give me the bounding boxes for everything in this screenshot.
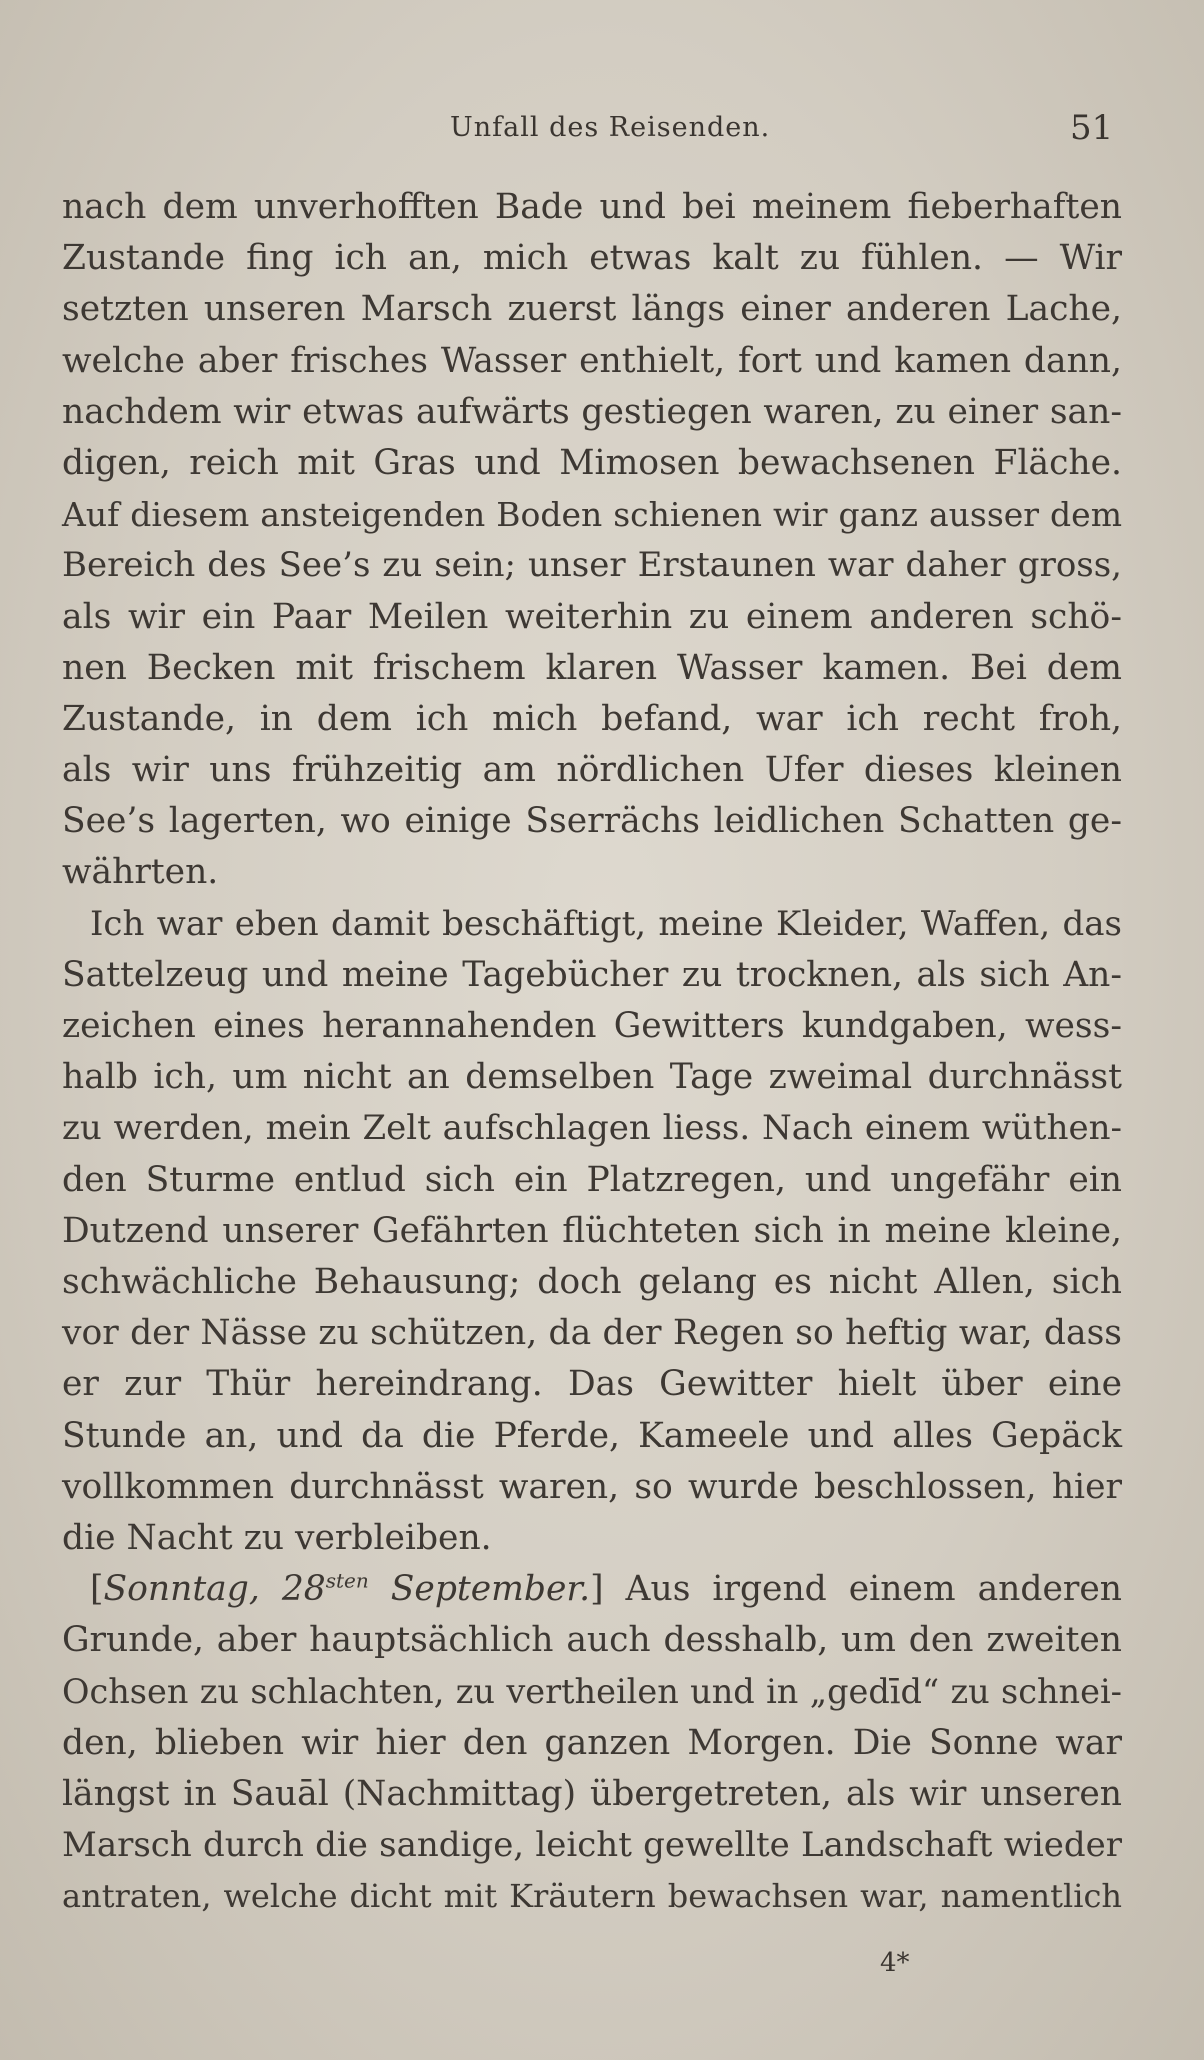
text-line: halb ich, um nicht an demselben Tage zweimal durchnässt	[62, 1057, 1122, 1098]
text-line: Bereich des See’s zu sein; unser Erstaunen war daher gross,	[62, 545, 1122, 586]
running-head	[0, 108, 1204, 152]
text-line: Auf diesem ansteigenden Boden schienen wir ganz ausser dem	[62, 495, 1122, 535]
text-line: Stunde an, und da die Pferde, Kameele und alles Gepäck	[62, 1415, 1122, 1456]
text-line: welche aber frisches Wasser enthielt, fort und kamen dann,	[62, 340, 1122, 381]
text-line: schwächliche Behausung; doch gelang es nicht Allen, sich	[62, 1261, 1122, 1302]
text-line: Ochsen zu schlachten, zu vertheilen und in „gedīd“ zu schnei-	[62, 1672, 1122, 1712]
entry-day: Sonntag,	[103, 1569, 260, 1610]
text-line: zeichen eines herannahenden Gewitters kundgaben, wess-	[62, 1006, 1122, 1046]
text-line: digen, reich mit Gras und Mimosen bewachsenen Fläche.	[62, 442, 1122, 483]
text-line: zu werden, mein Zelt aufschlagen liess. Nach einem wüthen-	[62, 1108, 1122, 1149]
text-line: Marsch durch die sandige, leicht gewellte Landschaft wieder	[62, 1825, 1122, 1865]
close-bracket: ]	[590, 1569, 604, 1610]
text-line: Zustande, in dem ich mich befand, war ich recht froh,	[62, 698, 1122, 739]
text-line: antraten, welche dicht mit Kräutern bewachsen war, namentlich	[62, 1877, 1122, 1916]
text-line: See’s lagerten, wo einige Sserrächs leidlichen Schatten ge-	[62, 801, 1122, 842]
text-line: er zur Thür hereindrang. Das Gewitter hielt über eine	[62, 1364, 1122, 1405]
text-line: Grunde, aber hauptsächlich auch desshalb, um den zweiten	[62, 1620, 1122, 1661]
dated-entry-line	[62, 1564, 1122, 1615]
text-line: den, blieben wir hier den ganzen Morgen. Die Sonne war	[62, 1722, 1122, 1763]
text-line: Sattelzeug und meine Tagebücher zu trocknen, als sich An-	[62, 954, 1122, 995]
text-line: als wir ein Paar Meilen weiterhin zu einem anderen schö-	[62, 596, 1122, 637]
text-line: Dutzend unserer Gefährten flüchteten sich in meine kleine,	[62, 1210, 1122, 1251]
text-line: nen Becken mit frischem klaren Wasser kamen. Bei dem	[62, 647, 1122, 688]
text-line: währten.	[62, 852, 219, 893]
body-text	[62, 182, 1122, 1922]
text-line: als wir uns frühzeitig am nördlichen Ufer dieses kleinen	[62, 750, 1122, 791]
entry-date-suffix: sten	[325, 1568, 369, 1593]
entry-rest: Aus irgend einem anderen	[603, 1569, 1122, 1610]
text-line: nach dem unverhofften Bade und bei meinem fieberhaften	[62, 187, 1122, 227]
text-line: Zustande fing ich an, mich etwas kalt zu fühlen. — Wir	[62, 238, 1122, 279]
text-line: vollkommen durchnässt waren, so wurde beschlossen, hier	[62, 1466, 1122, 1507]
text-line: nachdem wir etwas aufwärts gestiegen waren, zu einer san-	[62, 391, 1122, 432]
text-line: die Nacht zu verbleiben.	[62, 1517, 492, 1558]
open-bracket: [	[90, 1569, 104, 1610]
text-line: Ich war eben damit beschäftigt, meine Kleider, Waffen, das	[90, 903, 1122, 944]
text-line: vor der Nässe zu schützen, da der Regen so heftig war, dass	[62, 1313, 1122, 1354]
text-line: längst in Sauāl (Nachmittag) übergetreten, als wir unseren	[62, 1773, 1122, 1814]
text-line: den Sturme entlud sich ein Platzregen, und ungefähr ein	[62, 1159, 1122, 1200]
page-number: 51	[1070, 108, 1114, 148]
text-line: setzten unseren Marsch zuerst längs einer anderen Lache,	[62, 289, 1122, 330]
signature-mark: 4*	[880, 1948, 910, 1978]
entry-date-number: 28	[281, 1569, 326, 1610]
entry-month: September.	[390, 1569, 591, 1610]
running-title: Unfall des Reisenden.	[450, 112, 771, 143]
